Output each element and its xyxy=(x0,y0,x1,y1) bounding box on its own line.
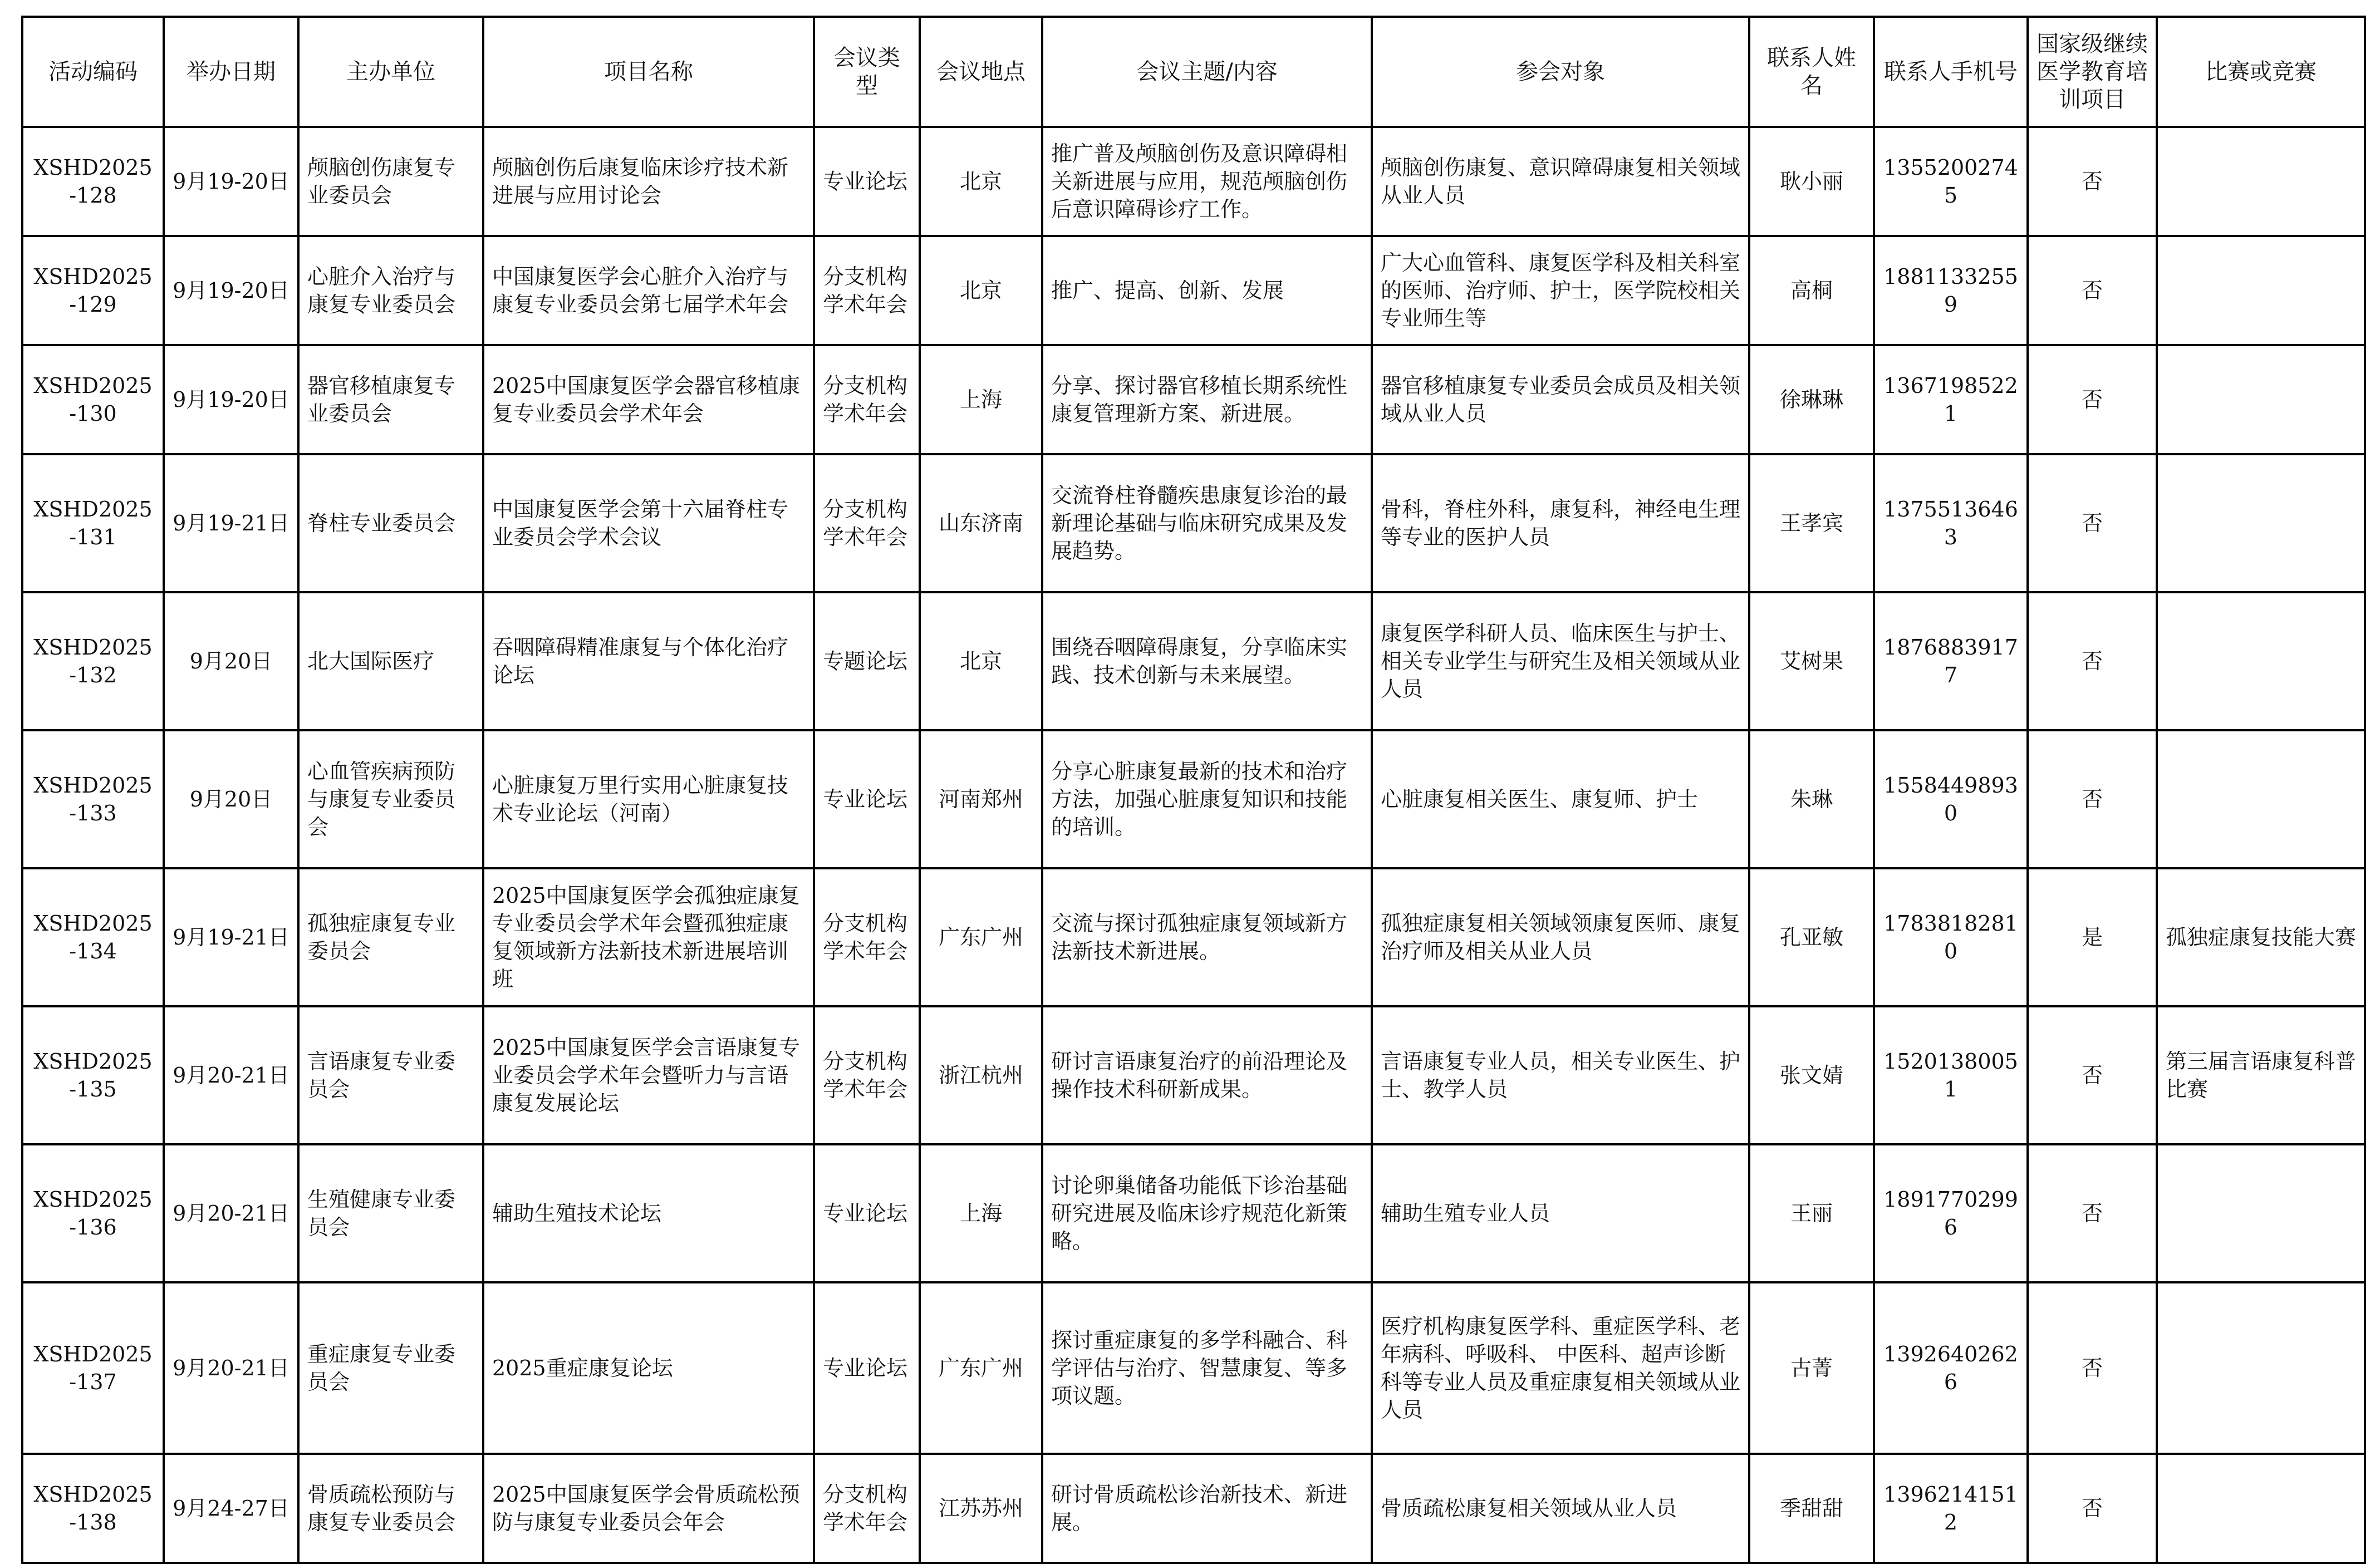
table-row xyxy=(22,1282,2365,1454)
cell-project: 2025中国康复医学会骨质疏松预防与康复专业委员会年会 xyxy=(483,1454,814,1563)
cell-contact: 古菁 xyxy=(1749,1282,1874,1454)
cell-theme: 围绕吞咽障碍康复，分享临床实践、技术创新与未来展望。 xyxy=(1042,592,1372,730)
cell-theme: 分享心脏康复最新的技术和治疗方法，加强心脏康复知识和技能的培训。 xyxy=(1042,730,1372,868)
table-row xyxy=(22,730,2365,868)
cell-organizer: 心血管疾病预防与康复专业委员会 xyxy=(298,730,483,868)
cell-phone: 13552002745 xyxy=(1874,127,2028,236)
cell-contact: 艾树果 xyxy=(1749,592,1874,730)
table-row xyxy=(22,592,2365,730)
cell-theme: 交流脊柱脊髓疾患康复诊治的最新理论基础与临床研究成果及发展趋势。 xyxy=(1042,454,1372,592)
cell-location: 北京 xyxy=(920,236,1042,345)
cell-cme: 否 xyxy=(2028,345,2157,454)
cell-cme: 是 xyxy=(2028,868,2157,1006)
cell-cme: 否 xyxy=(2028,127,2157,236)
cell-phone: 18768839177 xyxy=(1874,592,2028,730)
cell-cme: 否 xyxy=(2028,1454,2157,1563)
table-row xyxy=(22,345,2365,454)
cell-location: 广东广州 xyxy=(920,868,1042,1006)
cell-cme: 否 xyxy=(2028,1006,2157,1144)
table-row xyxy=(22,1144,2365,1282)
cell-location: 广东广州 xyxy=(920,1282,1042,1454)
cell-competition xyxy=(2157,345,2365,454)
cell-organizer: 孤独症康复专业委员会 xyxy=(298,868,483,1006)
cell-contact: 季甜甜 xyxy=(1749,1454,1874,1563)
header-contact: 联系人姓名 xyxy=(1749,17,1874,127)
cell-phone: 13962141512 xyxy=(1874,1454,2028,1563)
header-organizer: 主办单位 xyxy=(298,17,483,127)
cell-audience: 骨质疏松康复相关领域从业人员 xyxy=(1372,1454,1749,1563)
cell-code: XSHD2025-138 xyxy=(22,1454,164,1563)
cell-type: 分支机构学术年会 xyxy=(814,345,920,454)
cell-date: 9月20-21日 xyxy=(164,1144,298,1282)
cell-organizer: 器官移植康复专业委员会 xyxy=(298,345,483,454)
cell-competition xyxy=(2157,730,2365,868)
cell-location: 上海 xyxy=(920,345,1042,454)
cell-competition xyxy=(2157,236,2365,345)
cell-code: XSHD2025-130 xyxy=(22,345,164,454)
cell-audience: 孤独症康复相关领域领康复医师、康复治疗师及相关从业人员 xyxy=(1372,868,1749,1006)
cell-theme: 分享、探讨器官移植长期系统性康复管理新方案、新进展。 xyxy=(1042,345,1372,454)
cell-cme: 否 xyxy=(2028,730,2157,868)
cell-cme: 否 xyxy=(2028,454,2157,592)
header-phone: 联系人手机号 xyxy=(1874,17,2028,127)
cell-project: 2025重症康复论坛 xyxy=(483,1282,814,1454)
cell-date: 9月20-21日 xyxy=(164,1282,298,1454)
cell-organizer: 骨质疏松预防与康复专业委员会 xyxy=(298,1454,483,1563)
cell-phone: 18917702996 xyxy=(1874,1144,2028,1282)
cell-theme: 讨论卵巢储备功能低下诊治基础研究进展及临床诊疗规范化新策略。 xyxy=(1042,1144,1372,1282)
cell-type: 专题论坛 xyxy=(814,592,920,730)
cell-theme: 交流与探讨孤独症康复领域新方法新技术新进展。 xyxy=(1042,868,1372,1006)
cell-audience: 辅助生殖专业人员 xyxy=(1372,1144,1749,1282)
table-row xyxy=(22,1454,2365,1563)
cell-type: 分支机构学术年会 xyxy=(814,1454,920,1563)
cell-cme: 否 xyxy=(2028,1282,2157,1454)
cell-phone: 13671985221 xyxy=(1874,345,2028,454)
cell-phone: 15201380051 xyxy=(1874,1006,2028,1144)
cell-competition: 孤独症康复技能大赛 xyxy=(2157,868,2365,1006)
header-cme: 国家级继续医学教育培训项目 xyxy=(2028,17,2157,127)
cell-theme: 研讨骨质疏松诊治新技术、新进展。 xyxy=(1042,1454,1372,1563)
cell-location: 山东济南 xyxy=(920,454,1042,592)
cell-contact: 孔亚敏 xyxy=(1749,868,1874,1006)
cell-theme: 推广普及颅脑创伤及意识障碍相关新进展与应用，规范颅脑创伤后意识障碍诊疗工作。 xyxy=(1042,127,1372,236)
header-type: 会议类型 xyxy=(814,17,920,127)
cell-competition: 第三届言语康复科普比赛 xyxy=(2157,1006,2365,1144)
cell-contact: 朱琳 xyxy=(1749,730,1874,868)
cell-organizer: 颅脑创伤康复专业委员会 xyxy=(298,127,483,236)
cell-location: 北京 xyxy=(920,592,1042,730)
cell-date: 9月19-20日 xyxy=(164,127,298,236)
cell-project: 2025中国康复医学会言语康复专业委员会学术年会暨听力与言语康复发展论坛 xyxy=(483,1006,814,1144)
cell-project: 2025中国康复医学会孤独症康复专业委员会学术年会暨孤独症康复领域新方法新技术新进展培训班 xyxy=(483,868,814,1006)
cell-contact: 高桐 xyxy=(1749,236,1874,345)
cell-organizer: 心脏介入治疗与康复专业委员会 xyxy=(298,236,483,345)
cell-audience: 广大心血管科、康复医学科及相关科室的医师、治疗师、护士，医学院校相关专业师生等 xyxy=(1372,236,1749,345)
cell-project: 中国康复医学会心脏介入治疗与康复专业委员会第七届学术年会 xyxy=(483,236,814,345)
cell-type: 专业论坛 xyxy=(814,1282,920,1454)
cell-date: 9月20日 xyxy=(164,730,298,868)
cell-location: 浙江杭州 xyxy=(920,1006,1042,1144)
cell-competition xyxy=(2157,1144,2365,1282)
cell-competition xyxy=(2157,1282,2365,1454)
cell-audience: 康复医学科研人员、临床医生与护士、相关专业学生与研究生及相关领域从业人员 xyxy=(1372,592,1749,730)
cell-theme: 推广、提高、创新、发展 xyxy=(1042,236,1372,345)
header-theme: 会议主题/内容 xyxy=(1042,17,1372,127)
header-date: 举办日期 xyxy=(164,17,298,127)
cell-cme: 否 xyxy=(2028,592,2157,730)
cell-phone: 15584498930 xyxy=(1874,730,2028,868)
cell-theme: 研讨言语康复治疗的前沿理论及操作技术科研新成果。 xyxy=(1042,1006,1372,1144)
cell-organizer: 生殖健康专业委员会 xyxy=(298,1144,483,1282)
table-row xyxy=(22,127,2365,236)
cell-date: 9月19-21日 xyxy=(164,868,298,1006)
cell-audience: 骨科，脊柱外科，康复科，神经电生理等专业的医护人员 xyxy=(1372,454,1749,592)
header-code: 活动编码 xyxy=(22,17,164,127)
cell-type: 分支机构学术年会 xyxy=(814,454,920,592)
cell-project: 辅助生殖技术论坛 xyxy=(483,1144,814,1282)
cell-code: XSHD2025-132 xyxy=(22,592,164,730)
table-row xyxy=(22,868,2365,1006)
cell-code: XSHD2025-133 xyxy=(22,730,164,868)
events-table xyxy=(21,16,2366,1564)
cell-contact: 王孝宾 xyxy=(1749,454,1874,592)
cell-type: 分支机构学术年会 xyxy=(814,236,920,345)
cell-code: XSHD2025-129 xyxy=(22,236,164,345)
cell-cme: 否 xyxy=(2028,236,2157,345)
cell-location: 上海 xyxy=(920,1144,1042,1282)
cell-date: 9月24-27日 xyxy=(164,1454,298,1563)
cell-competition xyxy=(2157,127,2365,236)
cell-contact: 张文婧 xyxy=(1749,1006,1874,1144)
cell-date: 9月19-21日 xyxy=(164,454,298,592)
cell-code: XSHD2025-137 xyxy=(22,1282,164,1454)
cell-audience: 医疗机构康复医学科、重症医学科、老年病科、呼吸科、 中医科、超声诊断科等专业人员及重症康复相关领域从业人员 xyxy=(1372,1282,1749,1454)
cell-theme: 探讨重症康复的多学科融合、科学评估与治疗、智慧康复、等多项议题。 xyxy=(1042,1282,1372,1454)
header-audience: 参会对象 xyxy=(1372,17,1749,127)
cell-type: 专业论坛 xyxy=(814,127,920,236)
cell-type: 分支机构学术年会 xyxy=(814,1006,920,1144)
cell-code: XSHD2025-128 xyxy=(22,127,164,236)
cell-project: 中国康复医学会第十六届脊柱专业委员会学术会议 xyxy=(483,454,814,592)
table-row xyxy=(22,1006,2365,1144)
cell-code: XSHD2025-135 xyxy=(22,1006,164,1144)
header-location: 会议地点 xyxy=(920,17,1042,127)
cell-competition xyxy=(2157,592,2365,730)
cell-organizer: 重症康复专业委员会 xyxy=(298,1282,483,1454)
cell-contact: 王丽 xyxy=(1749,1144,1874,1282)
cell-location: 河南郑州 xyxy=(920,730,1042,868)
cell-audience: 心脏康复相关医生、康复师、护士 xyxy=(1372,730,1749,868)
cell-organizer: 北大国际医疗 xyxy=(298,592,483,730)
cell-date: 9月19-20日 xyxy=(164,345,298,454)
cell-location: 江苏苏州 xyxy=(920,1454,1042,1563)
header-competition: 比赛或竞赛 xyxy=(2157,17,2365,127)
cell-contact: 徐琳琳 xyxy=(1749,345,1874,454)
cell-audience: 言语康复专业人员，相关专业医生、护士、教学人员 xyxy=(1372,1006,1749,1144)
cell-project: 心脏康复万里行实用心脏康复技术专业论坛（河南） xyxy=(483,730,814,868)
cell-phone: 13926402626 xyxy=(1874,1282,2028,1454)
cell-type: 分支机构学术年会 xyxy=(814,868,920,1006)
cell-project: 2025中国康复医学会器官移植康复专业委员会学术年会 xyxy=(483,345,814,454)
cell-date: 9月19-20日 xyxy=(164,236,298,345)
cell-code: XSHD2025-131 xyxy=(22,454,164,592)
cell-code: XSHD2025-136 xyxy=(22,1144,164,1282)
cell-type: 专业论坛 xyxy=(814,730,920,868)
cell-date: 9月20-21日 xyxy=(164,1006,298,1144)
cell-audience: 器官移植康复专业委员会成员及相关领域从业人员 xyxy=(1372,345,1749,454)
table-row xyxy=(22,236,2365,345)
cell-project: 颅脑创伤后康复临床诊疗技术新进展与应用讨论会 xyxy=(483,127,814,236)
cell-competition xyxy=(2157,1454,2365,1563)
cell-phone: 17838182810 xyxy=(1874,868,2028,1006)
header-row xyxy=(22,17,2365,127)
cell-contact: 耿小丽 xyxy=(1749,127,1874,236)
header-project: 项目名称 xyxy=(483,17,814,127)
cell-location: 北京 xyxy=(920,127,1042,236)
cell-cme: 否 xyxy=(2028,1144,2157,1282)
cell-organizer: 言语康复专业委员会 xyxy=(298,1006,483,1144)
cell-competition xyxy=(2157,454,2365,592)
cell-type: 专业论坛 xyxy=(814,1144,920,1282)
cell-audience: 颅脑创伤康复、意识障碍康复相关领域从业人员 xyxy=(1372,127,1749,236)
table-row xyxy=(22,454,2365,592)
cell-organizer: 脊柱专业委员会 xyxy=(298,454,483,592)
cell-code: XSHD2025-134 xyxy=(22,868,164,1006)
cell-phone: 13755136463 xyxy=(1874,454,2028,592)
cell-date: 9月20日 xyxy=(164,592,298,730)
cell-phone: 18811332559 xyxy=(1874,236,2028,345)
cell-project: 吞咽障碍精准康复与个体化治疗论坛 xyxy=(483,592,814,730)
